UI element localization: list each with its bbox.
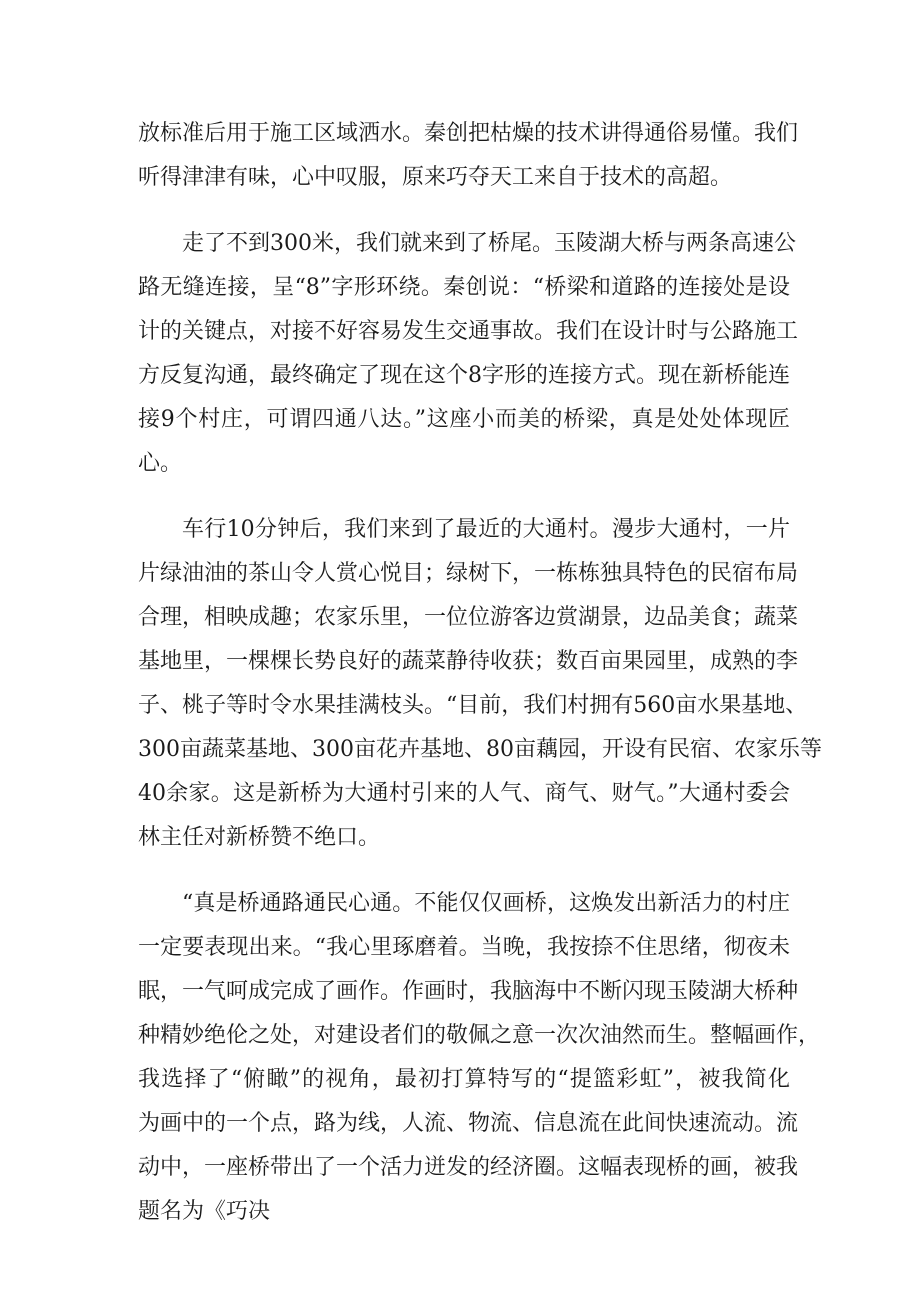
- text-line: 路无缝连接，呈“8”字形环绕。秦创说：“桥梁和道路的连接处是设: [138, 275, 790, 300]
- article-body: [138, 112, 822, 1234]
- text-line: 计的关键点，对接不好容易发生交通事故。我们在设计时与公路施工: [138, 319, 799, 344]
- text-line: 为画中的一个点，路为线，人流、物流、信息流在此间快速流动。流: [138, 1111, 799, 1136]
- text-line: 子、桃子等时令水果挂满枝头。“目前，我们村拥有560亩水果基地、: [138, 693, 808, 718]
- paragraph-1: [138, 112, 799, 200]
- text-line: 放标准后用于施工区域洒水。秦创把枯燥的技术讲得通俗易懂。我们: [138, 121, 799, 146]
- text-line: 听得津津有味，心中叹服，原来巧夺天工来自于技术的高超。: [138, 165, 733, 190]
- paragraph-4: [138, 882, 821, 1234]
- text-line: 我选择了“俯瞰”的视角，最初打算特写的“提篮彩虹”，被我简化: [138, 1067, 790, 1092]
- text-line: 基地里，一棵棵长势良好的蔬菜静待收获；数百亩果园里，成熟的李: [138, 649, 799, 674]
- text-line: 种精妙绝伦之处，对建设者们的敬佩之意一次次油然而生。整幅画作，: [138, 1023, 821, 1048]
- text-line: 一定要表现出来。“我心里琢磨着。当晚，我按捺不住思绪，彻夜未: [138, 935, 790, 960]
- text-line: 40余家。这是新桥为大通村引来的人气、商气、财气。”大通村委会: [138, 781, 790, 806]
- text-line: 300亩蔬菜基地、300亩花卉基地、80亩藕园，开设有民宿、农家乐等: [138, 737, 822, 762]
- text-line: 走了不到300米，我们就来到了桥尾。玉陵湖大桥与两条高速公: [182, 231, 796, 256]
- text-line: 动中，一座桥带出了一个活力迸发的经济圈。这幅表现桥的画，被我: [138, 1155, 799, 1180]
- text-line: 合理，相映成趣；农家乐里，一位位游客边赏湖景，边品美食；蔬菜: [138, 605, 799, 630]
- text-line: “真是桥通路通民心通。不能仅仅画桥，这焕发出新活力的村庄: [182, 891, 790, 916]
- text-line: 车行10分钟后，我们来到了最近的大通村。漫步大通村，一片: [182, 517, 790, 542]
- paragraph-3: [138, 508, 822, 860]
- text-line: 题名为《巧决: [138, 1199, 271, 1224]
- text-line: 眠，一气呵成完成了画作。作画时，我脑海中不断闪现玉陵湖大桥种: [138, 979, 799, 1004]
- paragraph-2: [138, 222, 799, 486]
- text-line: 接9个村庄，可谓四通八达。”这座小而美的桥梁，真是处处体现匠: [138, 407, 790, 432]
- text-line: 林主任对新桥赞不绝口。: [138, 825, 381, 850]
- text-line: 方反复沟通，最终确定了现在这个8字形的连接方式。现在新桥能连: [138, 363, 790, 388]
- text-line: 片绿油油的茶山令人赏心悦目；绿树下，一栋栋独具特色的民宿布局: [138, 561, 799, 586]
- text-line: 心。: [138, 451, 183, 476]
